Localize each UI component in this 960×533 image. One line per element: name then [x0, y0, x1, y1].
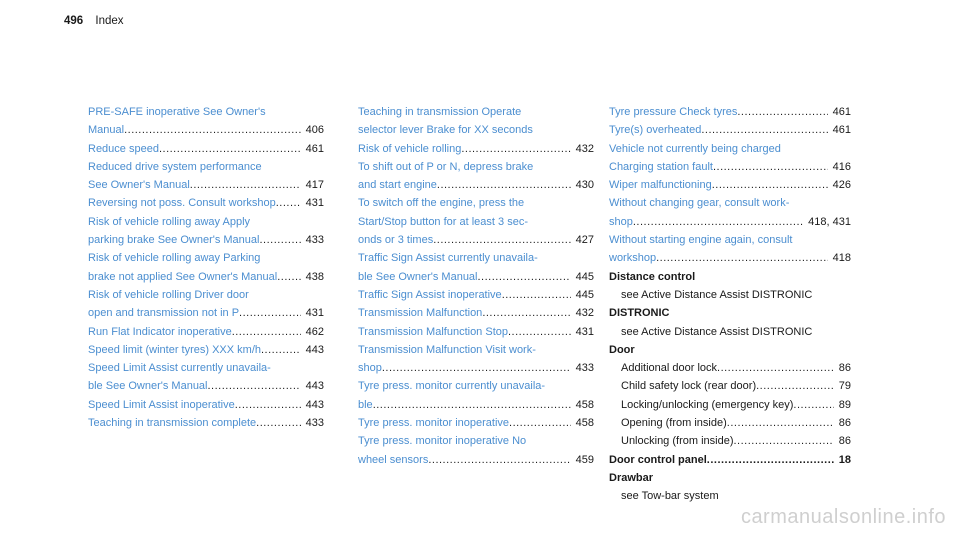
leader-dots — [712, 176, 828, 194]
index-entry[interactable] — [88, 286, 324, 323]
index-entry-line — [358, 103, 594, 121]
index-column-2 — [358, 103, 594, 469]
leader-dots — [437, 176, 571, 194]
index-entry-line — [88, 286, 324, 304]
page-ref[interactable]: 438 — [305, 270, 324, 283]
index-entry-line — [609, 231, 851, 249]
index-entry[interactable] — [358, 158, 594, 195]
page-ref[interactable]: 417 — [305, 179, 324, 192]
index-subentry — [609, 414, 851, 432]
page-ref[interactable]: 86 — [838, 435, 851, 448]
index-heading — [609, 268, 851, 286]
index-entry[interactable] — [358, 194, 594, 249]
page-ref[interactable]: 462 — [305, 325, 324, 338]
entry-text[interactable]: Transmission Malfunction Visit work- — [358, 343, 536, 356]
leader-dots — [461, 140, 570, 158]
index-entry-line — [88, 194, 324, 212]
page-ref[interactable]: 430 — [575, 179, 594, 192]
page-ref[interactable]: 433 — [575, 362, 594, 375]
index-entry[interactable] — [358, 140, 594, 158]
entry-text[interactable]: and start engine — [358, 179, 437, 192]
index-entry[interactable] — [358, 414, 594, 432]
heading-text: Door — [609, 343, 635, 356]
index-entry[interactable] — [88, 194, 324, 212]
page-ref[interactable]: 79 — [838, 380, 851, 393]
entry-text[interactable]: Wiper malfunctioning — [609, 179, 712, 192]
index-entry[interactable] — [88, 158, 324, 195]
leader-dots — [190, 176, 301, 194]
index-entry-line — [609, 213, 851, 231]
subentry-text: Locking/unlocking (emergency key) — [621, 398, 794, 411]
index-entry-line — [609, 249, 851, 267]
entry-text[interactable]: Teaching in transmission complete — [88, 417, 257, 430]
index-entry-line — [358, 121, 594, 139]
index-entry-line — [358, 213, 594, 231]
entry-text[interactable]: brake not applied See Owner's Manual — [88, 270, 278, 283]
leader-dots — [277, 268, 300, 286]
leader-dots — [793, 396, 833, 414]
index-heading — [609, 341, 851, 359]
index-entry-line — [609, 121, 851, 139]
entry-text[interactable]: Tyre(s) overheated — [609, 124, 702, 137]
entry-text[interactable]: Start/Stop button for at least 3 sec- — [358, 215, 528, 228]
index-entry[interactable] — [88, 249, 324, 286]
page-header — [64, 15, 124, 27]
leader-dots — [159, 140, 301, 158]
leader-dots — [717, 359, 834, 377]
entry-text[interactable]: Transmission Malfunction Stop — [358, 325, 508, 338]
heading-text: Drawbar — [609, 471, 654, 484]
entry-text[interactable]: Transmission Malfunction — [358, 307, 483, 320]
leader-dots — [235, 396, 301, 414]
index-subentry — [609, 432, 851, 450]
leader-dots — [502, 286, 571, 304]
index-entry[interactable] — [88, 323, 324, 341]
subentry-text: see Active Distance Assist DISTRONIC — [621, 288, 813, 301]
leader-dots — [656, 249, 828, 267]
entry-text[interactable]: Risk of vehicle rolling — [358, 142, 462, 155]
entry-text[interactable]: To shift out of P or N, depress brake — [358, 160, 534, 173]
subentry-text: see Active Distance Assist DISTRONIC — [621, 325, 813, 338]
index-column-3 — [609, 103, 851, 506]
entry-text[interactable]: Vehicle not currently being charged — [609, 142, 781, 155]
index-entry[interactable] — [609, 121, 851, 139]
page-ref[interactable]: 18 — [838, 453, 851, 466]
index-entry-line — [88, 121, 324, 139]
entry-text[interactable]: Teaching in transmission Operate — [358, 106, 522, 118]
leader-dots — [727, 414, 834, 432]
index-entry-line — [358, 377, 594, 395]
leader-dots — [433, 231, 570, 249]
page-ref[interactable]: 459 — [575, 453, 594, 466]
index-entry-line — [88, 176, 324, 194]
entry-text[interactable]: ble See Owner's Manual — [88, 380, 208, 393]
leader-dots — [382, 359, 571, 377]
index-entry-line — [358, 176, 594, 194]
entry-text[interactable]: shop — [358, 362, 382, 375]
index-entry[interactable] — [88, 414, 324, 432]
index-entry-line — [358, 140, 594, 158]
leader-dots — [707, 451, 834, 469]
index-entry-line — [88, 268, 324, 286]
leader-dots — [256, 414, 301, 432]
index-entry[interactable] — [88, 103, 324, 140]
index-entry-line — [609, 194, 851, 212]
index-entry-line — [358, 396, 594, 414]
index-entry-line — [88, 249, 324, 267]
page-ref[interactable]: 89 — [838, 398, 851, 411]
page-ref[interactable]: 445 — [575, 288, 594, 301]
index-entry-line — [358, 231, 594, 249]
index-entry-line — [358, 432, 594, 450]
heading-text: DISTRONIC — [609, 307, 670, 320]
index-entry-line — [88, 231, 324, 249]
subentry-text: see Tow-bar system — [621, 490, 719, 503]
index-entry-line — [358, 286, 594, 304]
leader-dots — [124, 121, 301, 139]
entry-text[interactable]: selector lever Brake for XX seconds — [358, 124, 533, 137]
leader-dots — [373, 396, 571, 414]
index-column-1 — [88, 103, 324, 432]
index-entry-line — [358, 359, 594, 377]
entry-text[interactable]: To switch off the engine, press the — [358, 197, 525, 210]
entry-text[interactable]: shop — [609, 215, 633, 228]
page-ref[interactable]: 461 — [832, 106, 851, 118]
index-heading — [609, 469, 851, 487]
page-ref[interactable]: 431 — [305, 197, 324, 210]
heading-text: Door control panel — [609, 453, 707, 466]
watermark: carmanualsonline.info — [740, 506, 946, 528]
page-ref[interactable]: 86 — [838, 417, 851, 430]
subentry-text: Additional door lock — [621, 362, 718, 375]
index-entry[interactable] — [609, 176, 851, 194]
page-number: 496 — [64, 15, 84, 27]
entry-text[interactable]: onds or 3 times — [358, 234, 434, 247]
entry-text[interactable]: Without changing gear, consult work- — [609, 197, 790, 210]
index-entry-line — [88, 213, 324, 231]
leader-dots — [232, 323, 301, 341]
index-entry-line — [358, 323, 594, 341]
subentry-text: Unlocking (from inside) — [621, 435, 734, 448]
index-heading — [609, 304, 851, 322]
entry-text[interactable]: Tyre press. monitor currently unavaila- — [358, 380, 546, 393]
index-entry[interactable] — [88, 359, 324, 396]
page-ref[interactable]: 445 — [575, 270, 594, 283]
page-ref[interactable]: 433 — [305, 417, 324, 430]
leader-dots — [633, 213, 803, 231]
entry-text[interactable]: ble — [358, 398, 373, 411]
index-subentry — [609, 377, 851, 395]
entry-text[interactable]: parking brake See Owner's Manual — [88, 234, 260, 247]
entry-text[interactable]: workshop — [609, 252, 657, 265]
page-ref[interactable]: 406 — [305, 124, 324, 137]
page-ref[interactable]: 458 — [575, 398, 594, 411]
index-entry[interactable] — [358, 286, 594, 304]
index-entry-line — [88, 359, 324, 377]
index-entry[interactable] — [88, 396, 324, 414]
index-entry[interactable] — [88, 140, 324, 158]
page-ref[interactable]: 443 — [305, 343, 324, 356]
index-entry-line — [88, 323, 324, 341]
subentry-text: Child safety lock (rear door) — [621, 380, 757, 393]
index-entry[interactable] — [358, 432, 594, 469]
entry-text[interactable]: Traffic Sign Assist inoperative — [358, 288, 502, 301]
page-ref[interactable]: 432 — [575, 307, 594, 320]
page-ref[interactable]: 461 — [305, 142, 324, 155]
page-ref[interactable]: 86 — [838, 362, 851, 375]
index-entry-line — [88, 140, 324, 158]
entry-text[interactable]: Reduce speed — [88, 142, 159, 155]
page-ref[interactable]: 427 — [575, 234, 594, 247]
page-ref[interactable]: 461 — [832, 124, 851, 137]
entry-text[interactable]: Speed Limit Assist currently unavaila- — [88, 362, 271, 375]
index-entry[interactable] — [609, 140, 851, 177]
leader-dots — [733, 432, 833, 450]
index-entry[interactable] — [358, 304, 594, 322]
index-entry-line — [88, 396, 324, 414]
index-entry[interactable] — [358, 249, 594, 286]
page-ref[interactable]: 443 — [305, 398, 324, 411]
entry-text[interactable]: Speed Limit Assist inoperative — [88, 398, 235, 411]
leader-dots — [701, 121, 827, 139]
index-entry-line — [358, 451, 594, 469]
index-subentry — [609, 323, 851, 341]
page-ref[interactable]: 426 — [832, 179, 851, 192]
section-title: Index — [95, 15, 124, 27]
entry-text[interactable]: Run Flat Indicator inoperative — [88, 325, 232, 338]
entry-text[interactable]: Manual — [88, 124, 125, 137]
entry-text[interactable]: Charging station fault — [609, 160, 713, 173]
entry-text[interactable]: Risk of vehicle rolling away Apply — [88, 215, 251, 228]
index-entry-line — [358, 268, 594, 286]
leader-dots — [208, 377, 301, 395]
index-heading — [609, 451, 851, 469]
index-entry-line — [358, 249, 594, 267]
leader-dots — [509, 414, 571, 432]
leader-dots — [259, 231, 300, 249]
entry-text[interactable]: PRE-SAFE inoperative See Owner's — [88, 106, 266, 118]
entry-text[interactable]: Risk of vehicle rolling away Parking — [88, 252, 261, 265]
page-ref[interactable]: 433 — [305, 234, 324, 247]
page-ref[interactable]: 443 — [305, 380, 324, 393]
index-entry-line — [609, 158, 851, 176]
index-entry-line — [88, 377, 324, 395]
entry-text[interactable]: Risk of vehicle rolling Driver door — [88, 288, 249, 301]
leader-dots — [478, 268, 571, 286]
index-entry-line — [358, 341, 594, 359]
index-subentry — [609, 286, 851, 304]
entry-text[interactable]: See Owner's Manual — [88, 179, 190, 192]
leader-dots — [756, 377, 834, 395]
index-entry-line — [88, 158, 324, 176]
index-entry-line — [88, 341, 324, 359]
leader-dots — [428, 451, 570, 469]
entry-text[interactable]: Tyre pressure Check tyres — [609, 106, 738, 118]
index-entry[interactable] — [609, 231, 851, 268]
leader-dots — [737, 103, 827, 121]
index-entry-line — [358, 304, 594, 322]
index-entry[interactable] — [358, 323, 594, 341]
entry-text[interactable]: Tyre press. monitor inoperative No — [358, 435, 527, 448]
index-entry-line — [88, 103, 324, 121]
index-entry[interactable] — [609, 194, 851, 231]
index-entry-line — [609, 176, 851, 194]
index-subentry — [609, 487, 851, 505]
page-ref[interactable]: 418 — [832, 252, 851, 265]
leader-dots — [261, 341, 301, 359]
entry-text[interactable]: Tyre press. monitor inoperative — [358, 417, 510, 430]
page-ref[interactable]: 418, 431 — [808, 215, 851, 228]
entry-text[interactable]: Reversing not poss. Consult workshop — [88, 197, 276, 210]
entry-text[interactable]: open and transmission not in P — [88, 307, 240, 320]
leader-dots — [239, 304, 301, 322]
index-entry[interactable] — [88, 341, 324, 359]
entry-text[interactable]: ble See Owner's Manual — [358, 270, 478, 283]
entry-text[interactable]: Reduced drive system performance — [88, 160, 262, 173]
page-ref[interactable]: 458 — [575, 417, 594, 430]
page-ref[interactable]: 431 — [575, 325, 594, 338]
index-entry[interactable] — [358, 341, 594, 378]
leader-dots — [276, 194, 301, 212]
index-entry-line — [358, 194, 594, 212]
subentry-text: Opening (from inside) — [621, 417, 727, 430]
index-entry-line — [609, 140, 851, 158]
entry-text[interactable]: wheel sensors — [358, 453, 429, 466]
entry-text[interactable]: Speed limit (winter tyres) XXX km/h — [88, 343, 261, 356]
index-entry[interactable] — [358, 377, 594, 414]
leader-dots — [482, 304, 570, 322]
index-entry-line — [609, 103, 851, 121]
entry-text[interactable]: Traffic Sign Assist currently unavaila- — [358, 252, 538, 265]
leader-dots — [508, 323, 571, 341]
index-entry-line — [358, 158, 594, 176]
index-entry[interactable] — [358, 103, 594, 140]
index-subentry — [609, 359, 851, 377]
leader-dots — [713, 158, 828, 176]
entry-text[interactable]: Without starting engine again, consult — [609, 234, 793, 247]
index-entry[interactable] — [88, 213, 324, 250]
index-entry-line — [358, 414, 594, 432]
index-subentry — [609, 396, 851, 414]
index-entry[interactable] — [609, 103, 851, 121]
page-ref[interactable]: 431 — [305, 307, 324, 320]
page-ref[interactable]: 416 — [832, 160, 851, 173]
heading-text: Distance control — [609, 270, 696, 283]
index-entry-line — [88, 414, 324, 432]
page-ref[interactable]: 432 — [575, 142, 594, 155]
index-entry-line — [88, 304, 324, 322]
